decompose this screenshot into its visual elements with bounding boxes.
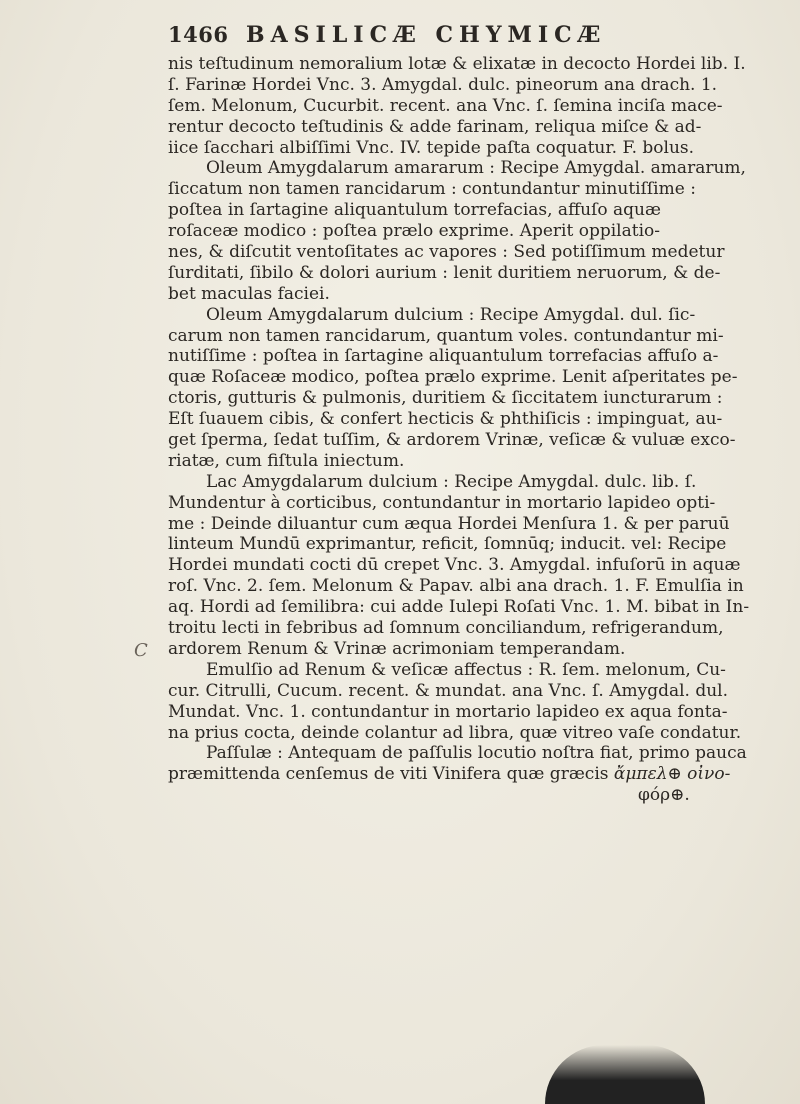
- text-line: ſem. Melonum, Cucurbit. recent. ana Vnc. ſ. ſemina inciſa mace-: [168, 95, 723, 116]
- text-line: rentur decocto teſtudinis & adde farinam, reliqua miſce & ad-: [168, 116, 702, 137]
- text-line: poſtea in ſartagine aliquantulum torrefacias, affuſo aquæ: [168, 200, 661, 221]
- text-line-part: præmittenda cenſemus de viti Vinifera quæ græcis: [168, 764, 609, 785]
- page-header: [168, 22, 768, 56]
- text-line: Eſt ſuauem cibis, & confert hecticis & phthiſicis : impinguat, au-: [168, 409, 723, 430]
- text-line: get ſperma, ſedat tuſſim, & ardorem Vrinæ, veſicæ & vuluæ exco-: [168, 430, 736, 451]
- text-line: quæ Roſaceæ modico, poſtea prælo exprime. Lenit aſperitates pe-: [168, 367, 738, 388]
- running-title: BASILICÆ CHYMICÆ: [246, 22, 607, 48]
- page-number: 1466: [168, 22, 229, 47]
- paragraph-start-oleum-dulcium: Oleum Amygdalarum dulcium : Recipe Amygdal. dul. ſic-: [206, 304, 696, 325]
- text-line: ſ. Farinæ Hordei Vnc. 3. Amygdal. dulc. pineorum ana drach. 1.: [168, 74, 718, 95]
- text-line: nis teſtudinum nemoralium lotæ & elixatæ in decocto Hordei lib. I.: [168, 54, 746, 74]
- text-line: ſurditati, ſibilo & dolori aurium : lenit duritiem neruorum, & de-: [168, 262, 721, 283]
- text-line: nutiſſime : poſtea in ſartagine aliquantulum torrefacias affuſo a-: [168, 346, 719, 367]
- paragraph-start-oleum-amararum: Oleum Amygdalarum amararum : Recipe Amygdal. amararum,: [206, 158, 746, 179]
- text-line: ardorem Renum & Vrinæ acrimoniam temperandam.: [168, 638, 626, 659]
- text-line: Hordei mundati cocti dū crepet Vnc. 3. Amygdal. infuſorū in aquæ: [168, 555, 741, 576]
- greek-continuation: φόρ⊕.: [638, 785, 690, 806]
- text-line: aq. Hordi ad ſemilibra: cui adde Iulepi Roſati Vnc. 1. M. bibat in In-: [168, 597, 750, 618]
- text-line: cur. Citrulli, Cucum. recent. & mundat. ana Vnc. ſ. Amygdal. dul.: [168, 680, 729, 701]
- page-stain: [545, 1045, 705, 1104]
- margin-mark: C: [134, 640, 148, 661]
- text-line-with-greek: [168, 764, 776, 785]
- text-line: iice ſacchari albiſſimi Vnc. IV. tepide paſta coquatur. F. bolus.: [168, 137, 695, 158]
- text-line: me : Deinde diluantur cum æqua Hordei Menſura 1. & per paruū: [168, 513, 730, 534]
- text-line: nes, & diſcutit ventoſitates ac vapores : Sed potiſſimum medetur: [168, 242, 725, 263]
- greek-term: ἄμπελ⊕ οἰνο-: [613, 764, 731, 785]
- paragraph-start-passulae: Paſſulæ : Antequam de paſſulis locutio noſtra fiat, primo pauca: [206, 743, 747, 764]
- text-line: linteum Mundū exprimantur, reficit, ſomnūq; inducit. vel: Recipe: [168, 534, 727, 555]
- text-line: troitu lecti in febribus ad ſomnum conciliandum, refrigerandum,: [168, 618, 724, 639]
- text-line: ſiccatum non tamen rancidarum : contundantur minutiſſime :: [168, 179, 696, 200]
- text-line: roſaceæ modico : poſtea prælo exprime. Aperit oppilatio-: [168, 221, 660, 242]
- text-line: Mundat. Vnc. 1. contundantur in mortario lapideo ex aqua fonta-: [168, 701, 728, 722]
- text-line: carum non tamen rancidarum, quantum voles. contundantur mi-: [168, 325, 724, 346]
- text-line: Mundentur à corticibus, contundantur in mortario lapideo opti-: [168, 492, 716, 513]
- text-line: bet maculas faciei.: [168, 283, 330, 304]
- text-line: riatæ, cum fiſtula iniectum.: [168, 450, 405, 471]
- body-text: [168, 54, 776, 806]
- paragraph-start-emulsio: Emulſio ad Renum & veſicæ affectus : R. ſem. melonum, Cu-: [206, 659, 726, 680]
- text-line: roſ. Vnc. 2. ſem. Melonum & Papav. albi ana drach. 1. F. Emulſia in: [168, 576, 744, 597]
- paragraph-start-lac-amygdalarum: Lac Amygdalarum dulcium : Recipe Amygdal. dulc. lib. ſ.: [206, 471, 697, 492]
- text-line: ctoris, gutturis & pulmonis, duritiem & ſiccitatem iuncturarum :: [168, 388, 723, 409]
- text-line: na prius cocta, deinde colantur ad libra, quæ vitreo vaſe condatur.: [168, 722, 742, 743]
